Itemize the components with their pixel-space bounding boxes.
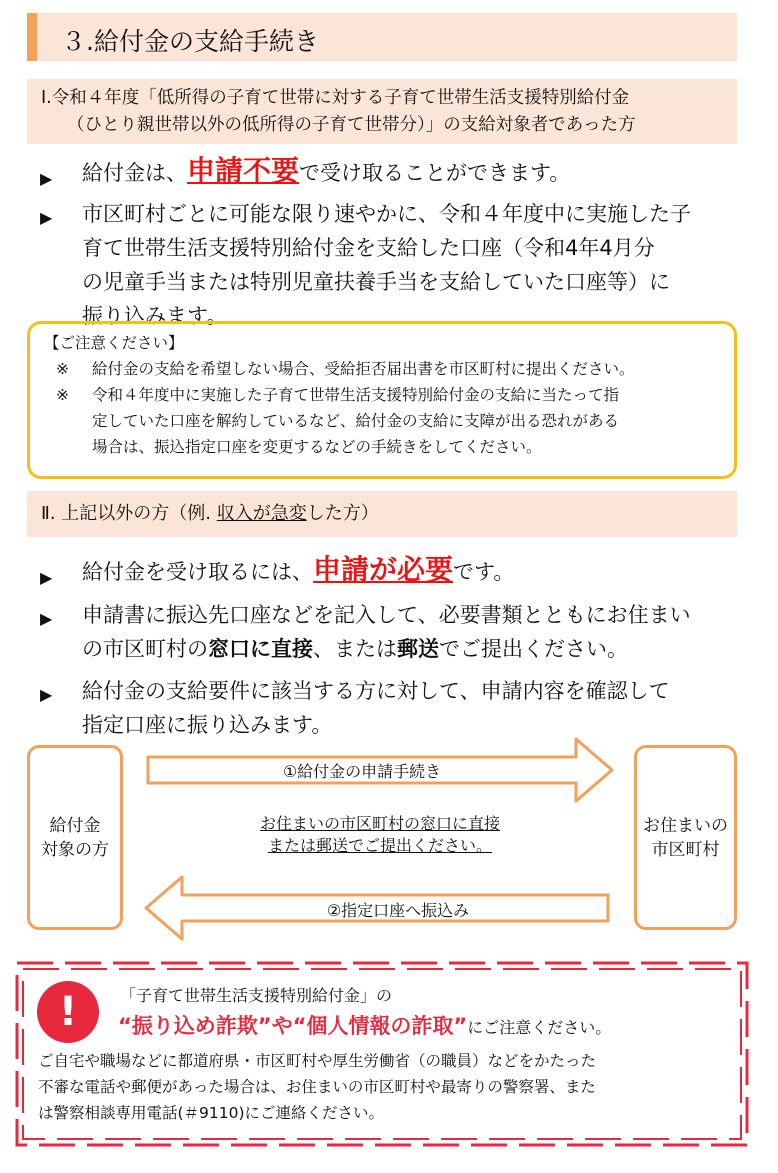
warning-body [38,1048,738,1126]
subsection-2-text: した方） [306,503,379,524]
warning-body-line: は警察相談専用電話(＃9110)にご連絡ください。 [38,1104,385,1122]
section-title: ３.給付金の支給手続き [61,27,319,56]
flow-box-recipient [27,745,123,930]
fraud-warning-box [14,960,750,1148]
flow-box-line: お住まいの [643,815,728,836]
bullet-line: の児童手当または特別児童扶養手当を支給していた口座等）に [82,270,670,294]
section-header [27,13,737,61]
flow-box-line: 給付金 [49,815,101,836]
triangle-bullet-icon: ▶ [40,169,53,188]
notice-line: 令和４年度中に実施した子育て世帯生活支援特別給付金の支給に当たって指 [92,386,620,404]
bullet-text: です。 [453,560,515,584]
notice-box [27,321,737,479]
bullet-text: でご提出ください。 [439,637,628,661]
warning-emph-fraud: “振り込め詐欺” [118,1014,272,1038]
subsection-2-text: Ⅱ. 上記以外の方（例. [41,503,217,524]
triangle-bullet-icon: ▶ [40,609,53,628]
subsection-2-underlined: 収入が急変 [216,503,307,524]
bullet-line: 育て世帯生活支援特別給付金を支給した口座（令和4年4月分 [82,236,655,260]
bullet-text: 、または [313,637,397,661]
warning-headline [118,1010,611,1040]
bullet-text: で受け取ることができます。 [299,161,571,185]
emphasis-mail: 郵送 [397,637,439,661]
subsection-1-line1: Ⅰ.令和４年度「低所得の子育て世帯に対する子育て世帯生活支援特別給付金 [41,88,630,108]
exclamation-icon: ! [37,981,99,1043]
emphasis-counter: 窓口に直接 [208,637,313,661]
notice-line: 給付金の支給を希望しない場合、受給拒否届出書を市区町村に提出ください。 [92,360,635,378]
flow-box-municipality [634,745,737,930]
notice-mark: ※ [56,360,69,378]
bullet-line: 申請書に振込先口座などを記入して、必要書類とともにお住まい [82,603,691,627]
subsection-2-header [27,491,737,537]
notice-line: 定していた口座を解約しているなど、給付金の支給に支障が出る恐れがある [92,412,620,430]
warning-body-line: ご自宅や職場などに都道府県・市区町村や厚生労働省（の職員）などをかたった [38,1052,597,1070]
emphasis-application-required: 申請が必要 [313,553,454,586]
flow-box-line: 対象の方 [41,839,109,860]
bullet-text: 給付金を受け取るには、 [82,560,313,584]
warning-emph-and: や [271,1014,293,1038]
notice-mark: ※ [56,386,69,404]
subsection-1-line2: （ひとり親世帯以外の低所得の子育て世帯分）」の支給対象者であった方 [67,115,636,135]
arrow-right-label: ①給付金の申請手続き [282,762,442,781]
bullet-line: 振り込みます。 [82,304,228,328]
warning-body-line: 不審な電話や郵便があった場合は、お住まいの市区町村や最寄りの警察署、また [38,1078,596,1096]
warning-line1: 「子育て世帯生活支援特別給付金」の [120,986,393,1005]
bullet-line: 市区町村ごとに可能な限り速やかに、令和４年度中に実施した子 [82,202,691,226]
notice-line: 場合は、振込指定口座を変更するなどの手続きをしてください。 [92,438,542,456]
arrow-left-label: ②指定口座へ振込み [326,901,470,920]
triangle-bullet-icon: ▶ [40,208,53,227]
notice-title: 【ご注意ください】 [44,334,184,352]
bullet-line: 給付金の支給要件に該当する方に対して、申請内容を確認して [82,679,670,703]
bullet-line: 指定口座に振り込みます。 [82,713,333,737]
subsection-1-header [27,79,737,144]
flow-center-note [220,813,540,857]
bullet-text: 給付金は、 [82,161,187,185]
triangle-bullet-icon: ▶ [40,568,53,587]
flow-box-line: 市区町村 [651,839,720,860]
bullet-line [82,632,742,666]
warning-emph-info: “個人情報の詐取” [292,1014,468,1038]
center-note-line: または郵送でご提出ください。 [267,836,492,855]
center-note-line: お住まいの市区町村の窓口に直接 [259,814,500,833]
bullet-text: の市区町村の [82,637,208,661]
emphasis-no-application: 申請不要 [187,154,300,187]
warning-tail: にご注意ください。 [467,1018,612,1037]
triangle-bullet-icon: ▶ [40,685,53,704]
